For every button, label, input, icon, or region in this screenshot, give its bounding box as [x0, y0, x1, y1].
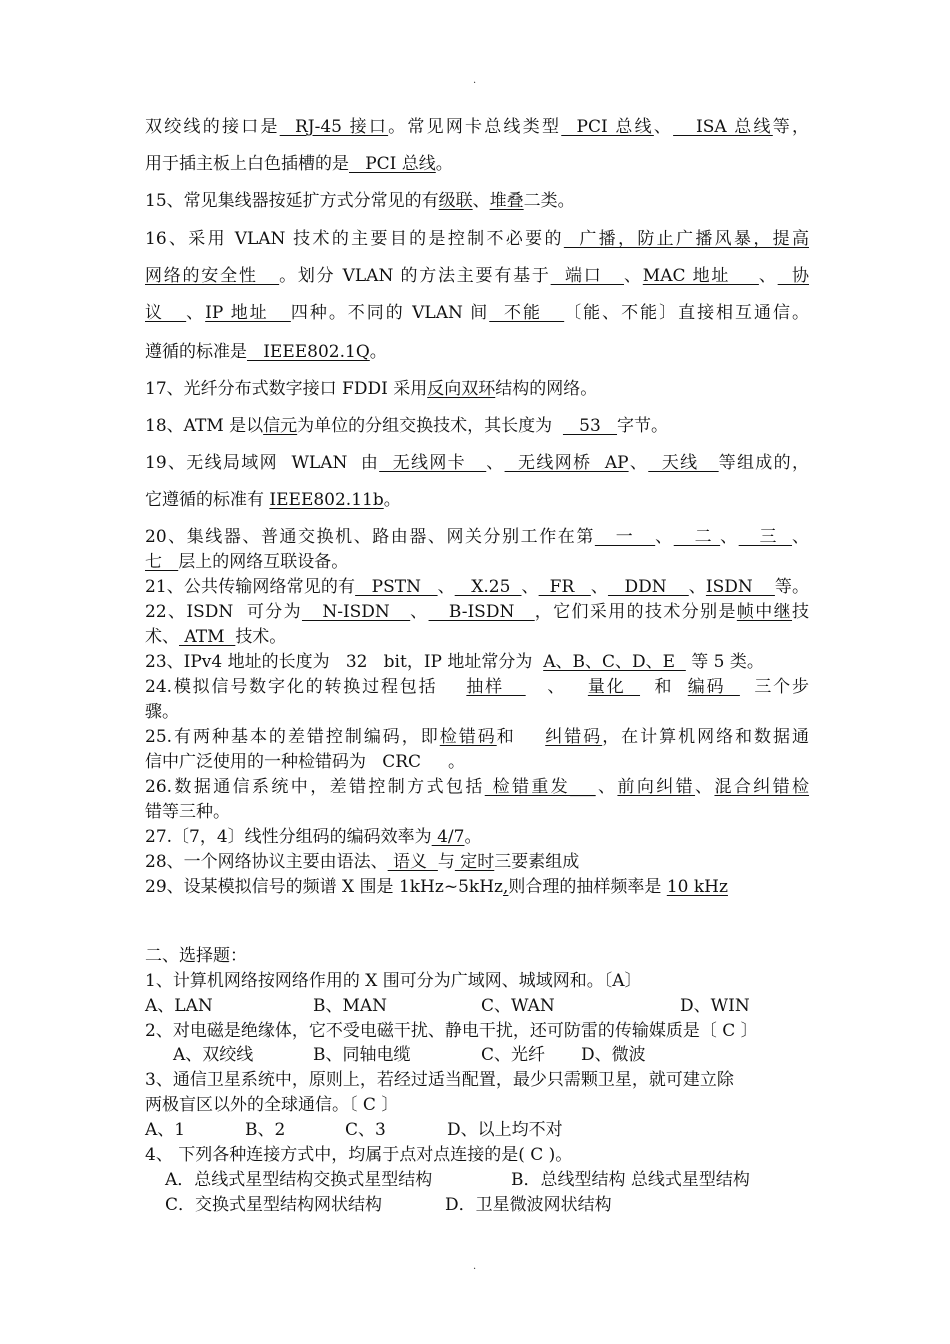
option-c: C、光纤: [481, 1045, 546, 1065]
answer-blank: 议: [145, 303, 187, 323]
answer-blank: ,: [503, 877, 509, 897]
answer-blank: IEEE802.1Q: [247, 342, 370, 362]
answer-blank: DDN: [607, 577, 689, 597]
fill-in-line: [145, 576, 809, 598]
option-d: D、微波: [581, 1045, 646, 1065]
answer-blank: FR: [538, 577, 591, 597]
question-text: 26.数据通信系统中，差错控制方式包括: [145, 777, 485, 797]
answer-blank: 编码: [687, 677, 740, 697]
fill-in-line: [145, 341, 809, 363]
answer-blank: 前向纠错: [617, 777, 696, 797]
answer-blank: 无线网卡: [379, 453, 487, 473]
question-text: 技: [792, 602, 810, 622]
question-text: 、: [688, 577, 706, 597]
question-text: 、: [521, 577, 539, 597]
option-c: C、WAN: [481, 996, 555, 1016]
question-text: 、: [525, 677, 588, 697]
answer-blank: X.25: [454, 577, 522, 597]
question-text: 、: [720, 527, 739, 547]
answer-blank: IP 地址: [205, 303, 291, 323]
fill-in-line: [145, 153, 809, 175]
answer-blank: 天线: [648, 453, 719, 473]
answer-blank: 检错码: [439, 727, 497, 747]
question-3-stem-cont: 两极盲区以外的全球通信。〔 C 〕: [145, 1095, 399, 1115]
answer-blank: 量化: [587, 677, 641, 697]
fill-in-line: [145, 378, 809, 400]
question-text: 、: [590, 577, 608, 597]
question-text: 等组成的，: [718, 453, 809, 473]
question-text: 、: [758, 266, 778, 286]
answer-blank: 4/7: [431, 827, 465, 847]
answer-blank: A、B、C、D、E: [543, 652, 686, 672]
fill-in-line: [145, 801, 809, 823]
question-text: 21、公共传输网络常见的有: [145, 577, 356, 597]
question-text: 、: [437, 577, 455, 597]
question-text: 遵循的标准是: [145, 342, 247, 362]
fill-in-line: [145, 489, 809, 511]
fill-in-line: [145, 626, 809, 648]
question-text: 27.〔7，4〕线性分组码的编码效率为: [145, 827, 432, 847]
question-text: 字节。: [617, 416, 669, 436]
fill-in-line: [145, 526, 809, 548]
question-text: 等。: [774, 577, 810, 597]
fill-in-line: [145, 302, 809, 324]
question-text: 、: [410, 602, 429, 622]
question-4-stem: 4、 下列各种连接方式中，均属于点对点连接的是( C )。: [145, 1145, 573, 1165]
question-text: 20、集线器、普通交换机、路由器、网关分别工作在第: [145, 527, 595, 547]
fill-in-line: [145, 452, 809, 474]
answer-blank: 端口: [550, 266, 625, 286]
answer-blank: 检错重发___: [484, 777, 596, 797]
answer-blank: 一: [594, 527, 656, 547]
answer-blank: 广播，防止广播风暴，提高: [563, 229, 809, 249]
answer-blank: 定时: [454, 852, 495, 872]
question-text: 。: [369, 342, 387, 362]
question-text: 。: [435, 154, 453, 174]
question-text: 二类。: [523, 191, 575, 211]
answer-blank: 七: [145, 552, 179, 572]
question-text: 、: [624, 266, 643, 286]
question-text: 16、采用 VLAN 技术的主要目的是控制不必要的: [145, 229, 564, 249]
page-mark-top: .: [473, 75, 477, 86]
answer-blank: 混合纠错检: [714, 777, 810, 797]
question-2-options: [145, 1044, 809, 1066]
answer-blank: PCI 总线: [561, 117, 654, 137]
question-text: 术、: [145, 627, 179, 647]
answer-blank: ATM: [179, 627, 236, 647]
question-text: 、: [595, 777, 618, 797]
answer-blank: 级联: [438, 191, 473, 211]
answer-blank: 网络的安全性: [145, 266, 280, 286]
question-text: ，在计算机网络和数据通: [602, 727, 810, 747]
question-text: 25.有两种基本的差错控制编码，即: [145, 727, 440, 747]
question-4-options-row2: [145, 1194, 809, 1216]
fill-in-line: [145, 826, 809, 848]
answer-blank: B-ISDN: [428, 602, 535, 622]
question-text: 错等三种。: [145, 802, 230, 822]
question-text: 四种。不同的 VLAN 间: [290, 303, 490, 323]
question-text: 、: [628, 453, 649, 473]
fill-in-line: [145, 876, 809, 898]
question-text: 〔能、不能〕直接相互通信。: [564, 303, 809, 323]
question-1-options: [145, 995, 809, 1017]
question-text: 28、一个网络协议主要由语法、: [145, 852, 388, 872]
question-text: 15、常见集线器按延扩方式分常见的有: [145, 191, 439, 211]
answer-blank: 三: [738, 527, 793, 547]
question-text: 三个步: [739, 677, 810, 697]
option-b: B．总线型结构 总线式星型结构: [511, 1170, 750, 1190]
question-text: 、: [486, 453, 505, 473]
question-text: 等，: [772, 117, 810, 137]
answer-blank: 纠错码: [545, 727, 603, 747]
fill-in-line: [145, 601, 809, 623]
answer-blank: 反向双环: [427, 379, 496, 399]
option-b: B、MAN: [313, 996, 388, 1016]
question-text: 和: [640, 677, 688, 697]
question-3-stem: 3、通信卫星系统中，原则上，若经过适当配置，最少只需颗卫星，就可建立除: [145, 1070, 734, 1090]
answer-blank: 协: [777, 266, 810, 286]
fill-in-line: [145, 851, 809, 873]
question-2-stem: 2、对电磁是绝缘体，它不受电磁干扰、静电干扰，还可防雷的传输媒质是〔 C 〕: [145, 1021, 758, 1041]
answer-blank: 10 kHz: [666, 877, 728, 897]
question-text: ，它们采用的技术分别是: [534, 602, 737, 622]
fill-in-line: [145, 701, 809, 723]
fill-in-line: [145, 190, 809, 212]
question-text: 。: [464, 827, 482, 847]
question-text: 和: [496, 727, 546, 747]
answer-blank: 帧中继: [736, 602, 793, 622]
question-text: 层上的网络互联设备。: [178, 552, 349, 572]
question-text: 19、无线局域网 WLAN 由: [145, 453, 380, 473]
answer-blank: RJ-45 接口: [279, 117, 389, 137]
answer-blank: 二: [673, 527, 721, 547]
question-text: 等 5 类。: [685, 652, 764, 672]
option-c: C、3: [345, 1120, 386, 1140]
answer-blank: 信元: [263, 416, 298, 436]
question-text: 双绞线的接口是: [145, 117, 280, 137]
option-d: D、WIN: [680, 996, 750, 1016]
question-text: 22、ISDN 可分为: [145, 602, 302, 622]
option-b: B、2: [245, 1120, 286, 1140]
fill-in-line: [145, 676, 809, 698]
question-text: 、: [472, 191, 490, 211]
fill-in-line: [145, 116, 809, 138]
question-text: 29、设某模拟信号的频谱 X 围是 1kHz~5kHz: [145, 877, 503, 897]
fill-in-line: [145, 776, 809, 798]
answer-blank: ISDN: [705, 577, 775, 597]
question-text: 为单位的分组交换技术，其长度为: [297, 416, 563, 436]
section-heading-choice: 二、选择题：: [145, 946, 247, 966]
question-text: 18、ATM 是以: [145, 416, 264, 436]
fill-in-line: [145, 551, 809, 573]
answer-blank: PSTN: [355, 577, 438, 597]
answer-blank: N-ISDN: [301, 602, 411, 622]
question-text: 技术。: [235, 627, 287, 647]
option-d: D．卫星微波网状结构: [445, 1195, 612, 1215]
fill-in-line: [145, 726, 809, 748]
option-d: D、以上均不对: [447, 1120, 563, 1140]
question-text: 。划分 VLAN 的方法主要有基于: [279, 266, 551, 286]
option-a: A、LAN: [145, 996, 213, 1016]
question-text: 则合理的抽样频率是: [508, 877, 667, 897]
answer-blank: 语义: [387, 852, 438, 872]
question-text: 与: [437, 852, 455, 872]
question-text: 、: [655, 527, 674, 547]
fill-in-line: [145, 265, 809, 287]
fill-in-line: [145, 415, 809, 437]
question-text: 17、光纤分布式数字接口 FDDI 采用: [145, 379, 428, 399]
question-text: 、: [695, 777, 715, 797]
question-text: 、: [792, 527, 810, 547]
option-a: A、1: [145, 1120, 186, 1140]
question-text: 用于插主板上白色插槽的是: [145, 154, 349, 174]
option-b: B、同轴电缆: [313, 1045, 411, 1065]
fill-in-line: [145, 651, 809, 673]
answer-blank: MAC 地址: [642, 266, 759, 286]
question-text: 。常见网卡总线类型: [388, 117, 562, 137]
answer-blank: 53: [562, 416, 618, 436]
fill-in-line: [145, 751, 809, 773]
answer-blank: 堆叠: [489, 191, 524, 211]
question-text: 、: [653, 117, 674, 137]
question-text: 23、IPv4 地址的长度为 32 bit，IP 地址常分为: [145, 652, 544, 672]
option-c: C．交换式星型结构网状结构: [165, 1195, 383, 1215]
answer-blank: 抽样: [466, 677, 526, 697]
fill-in-line: [145, 228, 809, 250]
question-3-options: [145, 1119, 809, 1141]
question-text: 、: [186, 303, 206, 323]
answer-blank: IEEE802.11b: [269, 490, 384, 510]
answer-blank: ISA 总线: [673, 117, 773, 137]
question-text: 24.模拟信号数字化的转换过程包括: [145, 677, 467, 697]
question-text: 骤。: [145, 702, 179, 722]
option-a: A．总线式星型结构交换式星型结构: [165, 1170, 433, 1190]
answer-blank: 无线网桥 AP: [504, 453, 629, 473]
answer-blank: 不能: [489, 303, 565, 323]
question-text: 。: [383, 490, 401, 510]
answer-blank: PCI 总线: [349, 154, 436, 174]
question-text: 它遵循的标准有: [145, 490, 270, 510]
question-text: 结构的网络。: [495, 379, 598, 399]
question-text: 信中广泛使用的一种检错码为 CRC 。: [145, 752, 466, 772]
question-4-options-row1: [145, 1169, 809, 1191]
page-mark-bottom: .: [473, 1261, 477, 1272]
question-text: 三要素组成: [494, 852, 580, 872]
option-a: A、双绞线: [173, 1045, 254, 1065]
question-1-stem: 1、计算机网络按网络作用的 X 围可分为广域网、城域网和。〔A〕: [145, 971, 642, 991]
